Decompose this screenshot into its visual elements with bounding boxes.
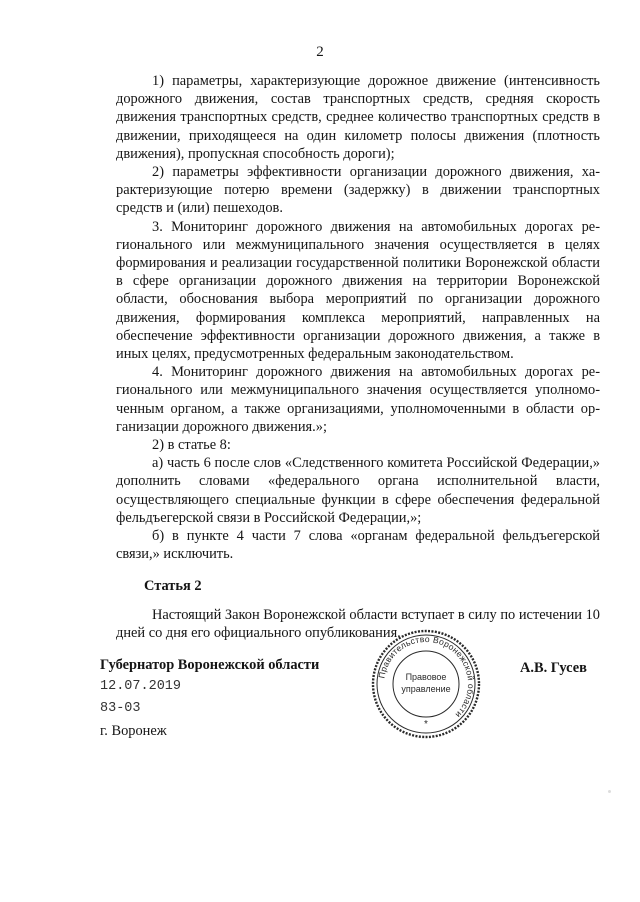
signature-block: [100, 654, 319, 742]
paragraph-part-7: б) в пункте 4 части 7 слова «органам федеральной фельдъегерской связи,» исключить.: [116, 528, 600, 563]
paragraph-article-8: 2) в статье 8:: [152, 437, 231, 454]
page-number: 2: [316, 44, 324, 60]
signatory-name: А.В. Гусев: [520, 660, 587, 676]
signing-date: 12.07.2019: [100, 679, 182, 694]
paragraph-part-6: а) часть 6 после слов «Следственного комитета Российской Федерации,» дополнить словами «федерального органа исполнительной власти, осуществляющего специальные функции в сфере обеспечения федеральной фельдъегерской связи в Российской Федерации,»;: [116, 455, 600, 526]
paragraph-traffic-parameters: 1) параметры, характеризующие дорожное движение (интенсивность дорожного движения, состав транспортных средств, средняя скорость движения транспортных средств, среднее количество транспортных средств в движении, приходящееся на один километр полосы движения (плотность движения), пропускная способность дороги);: [116, 73, 600, 162]
official-seal: [370, 628, 482, 740]
law-number: 83-03: [100, 701, 141, 716]
scan-speck: [608, 790, 611, 793]
paragraph-monitoring-purpose: 3. Мониторинг дорожного движения на автомобильных дорогах регионального или межмуниципального значения осуществляется в целях формирования и реализации государственной политики Воронежской области в сфере организации дорожного движения на территории Воронежской области, обоснования выбора мероприятий по организации дорожного движения, формирования комплекса мероприятий, направленных на обеспечение эффективности организации дорожного движения, а также в иных целях, предусмотренных федеральным законодательством.: [116, 218, 600, 363]
seal-center-line-1: Правовое: [405, 672, 447, 682]
paragraph-entry-into-force: Настоящий Закон Воронежской области вступает в силу по истечении 10 дней со дня его официального опубликования.: [116, 606, 600, 641]
signing-city: г. Воронеж: [100, 723, 167, 739]
seal-center-line-2: управление: [401, 684, 451, 694]
article-heading: Статья 2: [144, 578, 202, 595]
paragraph-monitoring-authority: 4. Мониторинг дорожного движения на автомобильных дорогах регионального или межмуниципального значения осуществляется уполномоченным органом, а также организациями, уполномоченными в области организации дорожного движения.»;: [116, 364, 600, 435]
document-body: [116, 72, 600, 642]
seal-ring-text: Правительство Воронежской области: [376, 633, 477, 721]
governor-title: Губернатор Воронежской области: [100, 657, 320, 673]
paragraph-efficiency-parameters: 2) параметры эффективности организации дорожного движения, характеризующие потерю времени (задержку) в движении транспортных средств и (или) пешеходов.: [116, 164, 600, 217]
seal-star-icon: *: [424, 719, 428, 730]
